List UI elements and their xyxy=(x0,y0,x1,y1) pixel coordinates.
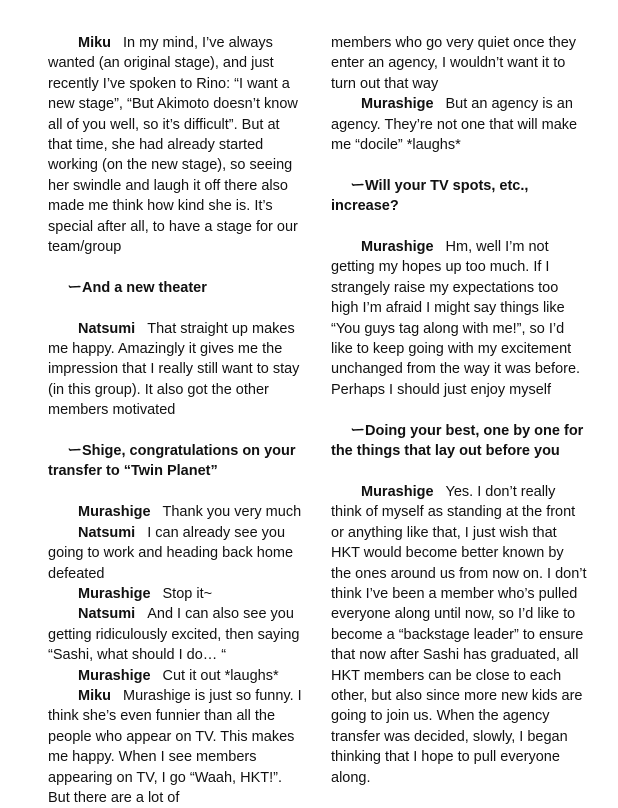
speaker-name: Natsumi xyxy=(78,524,136,541)
speaker-name: Murashige xyxy=(361,239,434,256)
speech-paragraph xyxy=(331,94,587,155)
speech-text: That straight up makes me happy. Amazingly it gives me the impression that I really still want to stay (in this group). It also got the other members motivated xyxy=(48,320,300,419)
question-text: Will your TV spots, etc., increase? xyxy=(331,177,529,215)
continued-text: members who go very quiet once they enter an agency, I wouldn’t want it to turn out that way xyxy=(331,35,577,92)
right-column xyxy=(331,33,587,788)
question-dash: ー xyxy=(350,422,365,439)
spacer xyxy=(48,298,304,318)
speech-paragraph xyxy=(48,33,304,257)
speech-text: In my mind, I’ve always wanted (an original stage), and just recently I’ve spoken to Rino: “I want a new stage”, “But Akimoto doesn’t know all of you well, so it’s difficult”. But at that time, she had already started working (on the new stage), so seeing her swindle and laugh it off there also made me think how kind she is. It’s special after all, to have a stage for our team/group xyxy=(48,35,298,256)
speaker-name: Natsumi xyxy=(78,606,136,623)
speech-paragraph xyxy=(48,502,304,522)
speech-paragraph xyxy=(48,666,304,686)
speech-text: Cut it out *laughs* xyxy=(162,667,279,684)
speech-text: But an agency is an agency. They’re not one that will make me “docile” *laughs* xyxy=(331,96,578,154)
speaker-name: Murashige xyxy=(78,504,151,521)
speech-paragraph xyxy=(48,604,304,665)
spacer xyxy=(48,257,304,277)
question-text: And a new theater xyxy=(82,279,207,296)
question-text: Shige, congratulations on your transfer to “Twin Planet” xyxy=(48,443,296,480)
speech-text: Thank you very much xyxy=(162,504,302,521)
spacer xyxy=(331,155,587,175)
speech-paragraph xyxy=(331,237,587,400)
speech-paragraph xyxy=(331,482,587,788)
spacer xyxy=(48,482,304,502)
interview-question xyxy=(331,176,587,217)
speech-text: And I can also see you getting ridiculously excited, then saying “Sashi, what should I do… “ xyxy=(48,606,300,664)
spacer xyxy=(331,461,587,481)
speaker-name: Natsumi xyxy=(78,320,136,337)
question-text: Doing your best, one by one for the things that lay out before you xyxy=(331,422,584,460)
spacer xyxy=(331,400,587,420)
spacer xyxy=(331,217,587,237)
speaker-name: Murashige xyxy=(361,483,434,500)
question-dash: ー xyxy=(67,279,82,296)
speech-text: Yes. I don’t really think of myself as standing at the front or anything like that, I just wish that HKT would become better known by the ones around us from now on. I don’t think I’ve been a member who’s pulled everyone along until now, so I’d like to become a “backstage leader” to ensure that now after Sashi has graduated, all HKT members can be close to each other, but also since more new kids are going to join us. When the agency transfer was decided, slowly, I began thinking that I hope to pull everyone along. xyxy=(331,483,587,786)
speaker-name: Murashige xyxy=(78,585,151,602)
speech-paragraph xyxy=(48,686,304,808)
speech-paragraph xyxy=(48,319,304,421)
speaker-name: Miku xyxy=(78,687,112,704)
speech-text: Stop it~ xyxy=(162,585,213,602)
speaker-name: Murashige xyxy=(361,96,434,113)
speech-text: Murashige is just so funny. I think she’s even funnier than all the people who appear on TV. This makes me happy. When I see members appearing on TV, I go “Waah, HKT!”. But there are a lot of xyxy=(48,687,302,806)
speaker-name: Miku xyxy=(78,35,112,51)
speech-text: I can already see you going to work and heading back home defeated xyxy=(48,524,294,582)
interview-question xyxy=(48,278,304,298)
interview-question xyxy=(331,421,587,462)
left-column xyxy=(48,33,304,808)
interview-question xyxy=(48,441,304,482)
speech-paragraph xyxy=(48,523,304,584)
spacer xyxy=(48,421,304,441)
question-dash: ー xyxy=(350,177,365,194)
speaker-name: Murashige xyxy=(78,667,151,684)
speech-paragraph xyxy=(48,584,304,604)
question-dash: ー xyxy=(67,443,82,460)
speech-text: Hm, well I’m not getting my hopes up too much. If I strangely raise my expectations too high I’m afraid I might say things like “You guys tag along with me!”, so I’d like to keep going with my excitement unchanged from the way it was before. Perhaps I should just enjoy myself xyxy=(331,239,581,398)
